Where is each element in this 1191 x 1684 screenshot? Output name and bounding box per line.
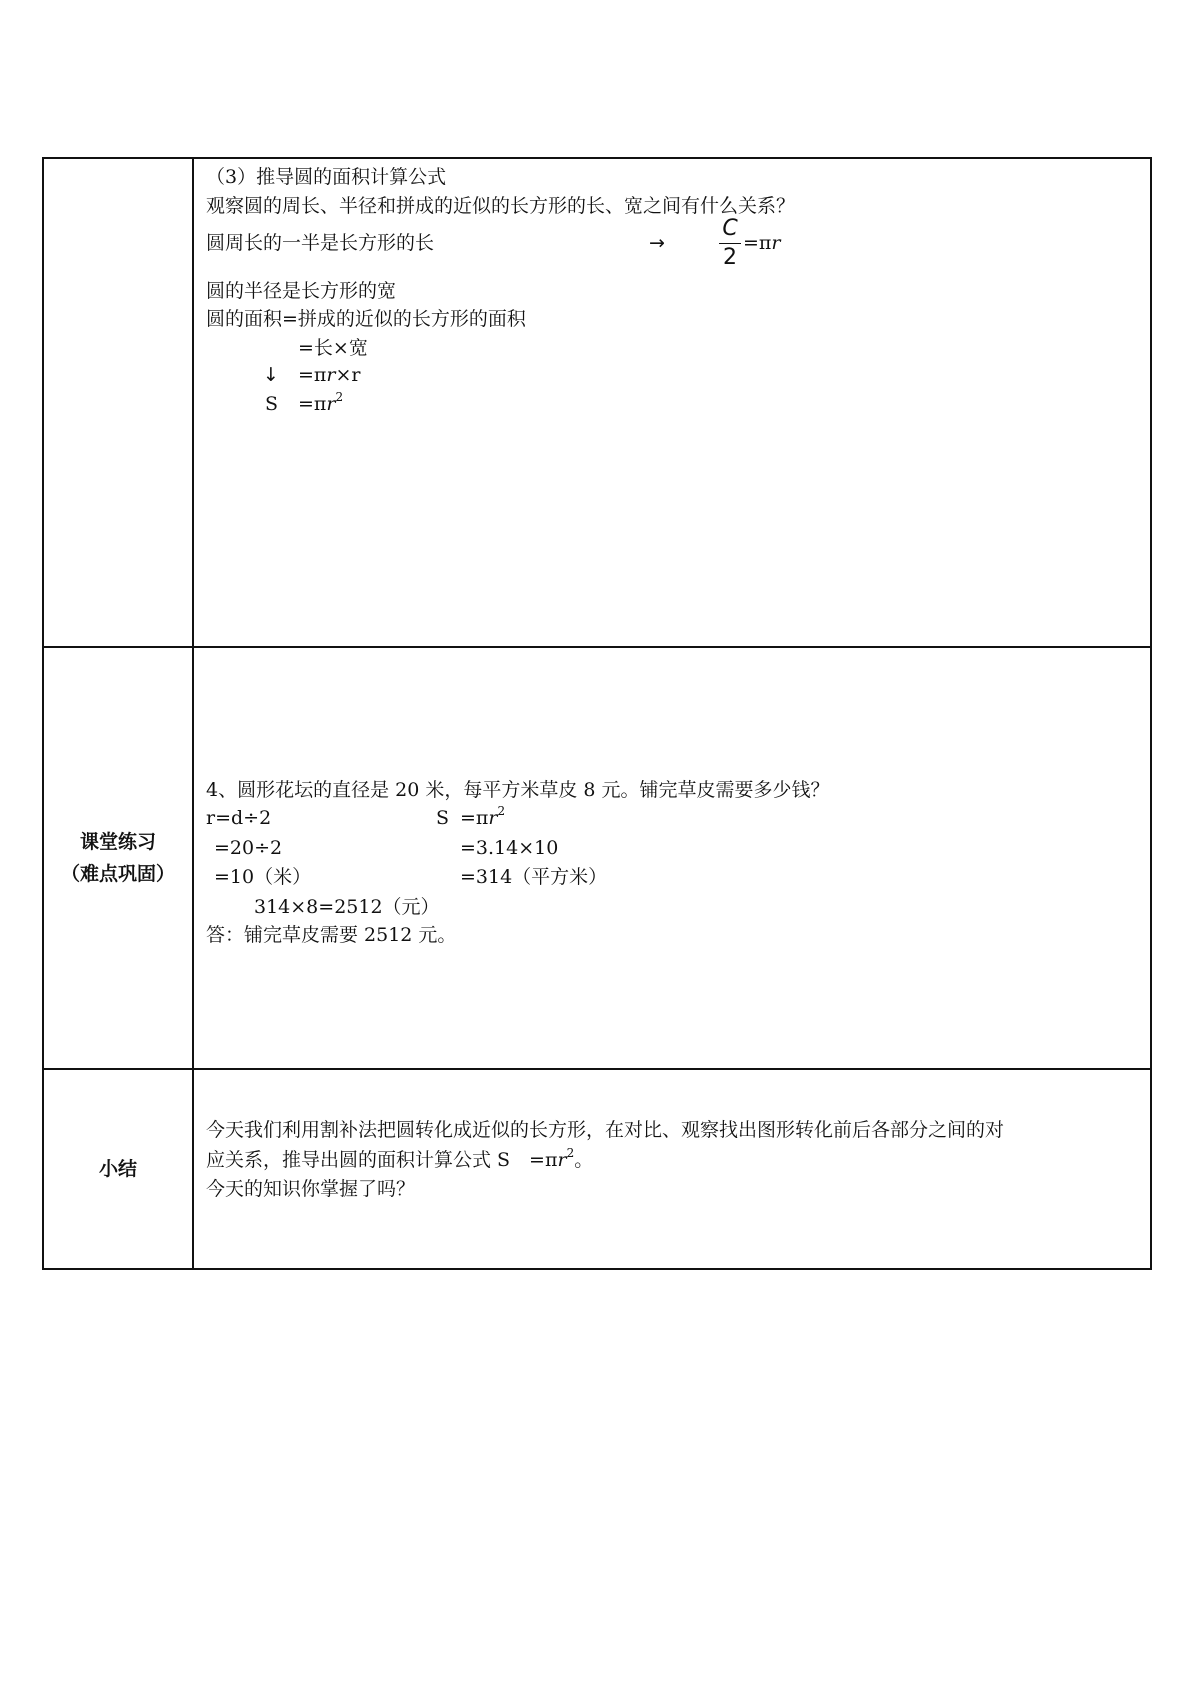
area-s-label: S [436,807,450,829]
equals-pi: =π [298,393,327,415]
fraction-bar [719,243,741,244]
relation-question: 观察圆的周长、半径和拼成的近似的长方形的长、宽之间有什么关系？ [206,195,796,217]
summary-line3: 今天的知识你掌握了吗？ [206,1178,416,1200]
equals-pi: =π [298,364,327,386]
row-summary [43,1069,1151,1269]
fraction-denominator: 2 [723,245,737,270]
calc-radius-1: r=d÷2 [206,807,272,829]
fraction-c-over-2 [719,217,741,270]
exponent: 2 [335,390,344,404]
summary-formula-text: 应关系，推导出圆的面积计算公式 S =π [206,1149,558,1171]
row-practice [43,647,1151,1069]
practice-label-line2: （难点巩固） [60,863,175,885]
exponent: 2 [497,804,506,818]
radius-symbol: r [326,364,336,386]
answer-line: 答：铺完草皮需要 2512 元。 [206,924,457,946]
fraction-equals [743,231,781,255]
s-label: S [265,393,279,415]
area-line: 圆的面积=拼成的近似的长方形的面积 [206,308,526,330]
row-label-empty [43,158,193,647]
calc-area-3: =314（平方米） [460,866,608,888]
summary-line2 [206,1148,593,1172]
summary-cell [193,1069,1151,1269]
lesson-table [42,157,1152,1270]
row-derivation [43,158,1151,647]
eq-pi-r-squared [298,392,343,416]
section-heading: （3）推导圆的面积计算公式 [206,166,447,188]
eq-pi-r-times-r [298,363,361,387]
fraction-numerator: C [722,216,738,241]
equals-pi: =π [743,232,772,254]
radius-symbol: r [557,1149,567,1171]
arrow-right-icon: → [649,232,665,254]
calc-area-2: =3.14×10 [460,837,559,859]
period: 。 [574,1149,594,1171]
radius-symbol: r [771,232,781,254]
practice-label [43,647,193,1069]
eq-length-times-width: =长×宽 [298,337,368,359]
summary-line1: 今天我们利用割补法把圆转化成近似的长方形，在对比、观察找出图形转化前后各部分之间的对 [206,1119,1005,1141]
practice-label-line1: 课堂练习 [79,831,156,853]
radius-line: 圆的半径是长方形的宽 [206,280,397,302]
summary-label: 小结 [43,1069,193,1269]
derivation-cell [193,158,1151,647]
calc-cost: 314×8=2512（元） [254,896,440,918]
exponent: 2 [566,1146,575,1160]
radius-symbol: r [326,393,336,415]
times-r: ×r [335,364,361,386]
equals-pi: =π [460,807,489,829]
radius-symbol: r [488,807,498,829]
calc-radius-3: =10（米） [214,866,312,888]
problem-statement: 4、圆形花坛的直径是 20 米，每平方米草皮 8 元。铺完草皮需要多少钱？ [206,779,830,801]
arrow-down-icon: ↓ [263,364,279,386]
practice-cell [193,647,1151,1069]
calc-area-1 [460,806,505,830]
half-circumference-line: 圆周长的一半是长方形的长 [206,232,435,254]
calc-radius-2: =20÷2 [214,837,283,859]
